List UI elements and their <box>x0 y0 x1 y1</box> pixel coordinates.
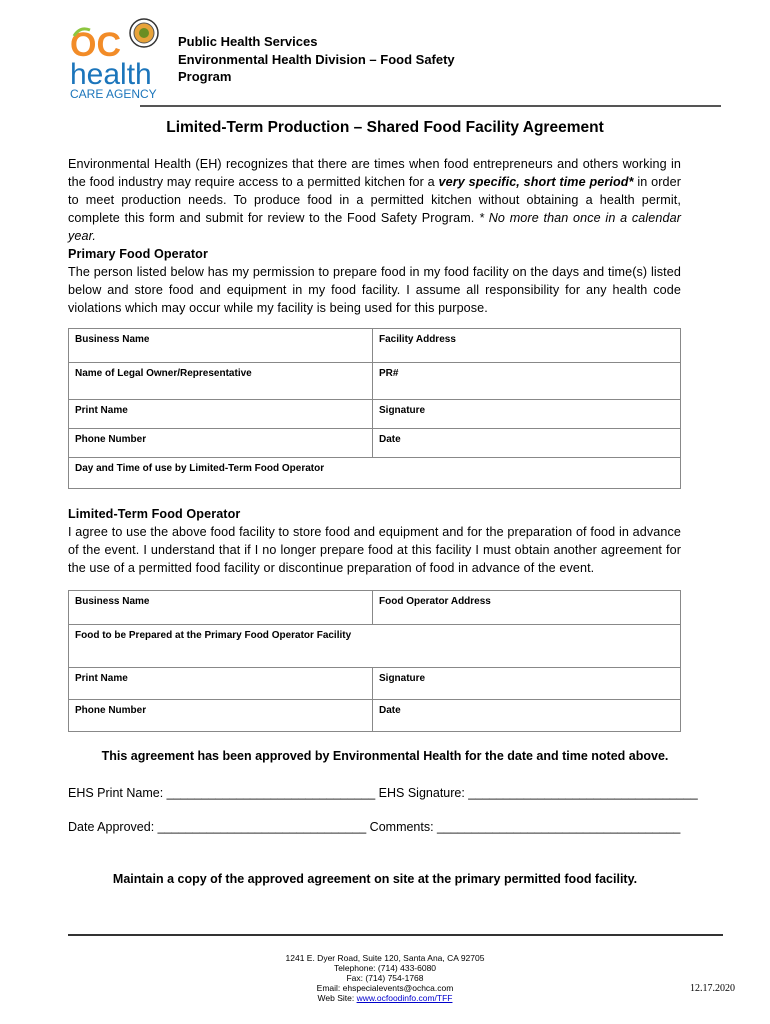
page-title: Limited-Term Production – Shared Food Facility Agreement <box>166 119 604 136</box>
limited-print-name-field[interactable] <box>69 668 373 700</box>
intro-text-2: in order to meet production needs. To produce food in a permitted kitchen without obtaining a health permit, complete this form and submit for review to the Food Safety Program. <box>68 175 681 225</box>
limited-signature-label: Signature <box>379 673 426 684</box>
header-line-1: Public Health Services <box>178 34 318 49</box>
business-name-field[interactable] <box>69 329 373 363</box>
footer-email: Email: ehspecialevents@ochca.com <box>316 983 454 993</box>
food-to-be-prepared-field[interactable] <box>69 625 681 668</box>
food-operator-address-label: Food Operator Address <box>379 596 491 607</box>
intro-text-1: Environmental Health (EH) recognizes that there are times when food entrepreneurs and others working in the food industry may require access to a permitted kitchen for a <box>68 157 681 189</box>
primary-operator-form <box>68 328 681 489</box>
limited-business-name-field[interactable] <box>69 591 373 625</box>
footer-website <box>0 993 770 1003</box>
header-divider <box>140 105 721 107</box>
legal-owner-label: Name of Legal Owner/Representative <box>75 368 252 379</box>
footer-divider <box>68 934 723 936</box>
footer-telephone: Telephone: (714) 433-6080 <box>333 963 437 973</box>
limited-print-name-label: Print Name <box>75 673 128 684</box>
primary-date-field[interactable] <box>373 429 681 458</box>
limited-operator-section <box>68 505 681 577</box>
logo-oc-text: OC <box>70 26 121 64</box>
primary-operator-text: The person listed below has my permission to prepare food in my food facility on the days and time(s) listed below and store food and equipment in my food facility. I assume all responsibility for any health code violations which may occur while my facility is being used for this purpose. <box>68 265 681 315</box>
facility-address-field[interactable] <box>373 329 681 363</box>
agency-header <box>178 33 455 86</box>
maintain-copy-notice: Maintain a copy of the approved agreement on site at the primary permitted food facility. <box>112 872 638 886</box>
facility-address-label: Facility Address <box>379 334 456 345</box>
ehs-name-signature-line[interactable]: EHS Print Name: ______________________________ EHS Signature: _________________________________ <box>68 786 698 800</box>
pr-number-label: PR# <box>379 368 399 379</box>
primary-date-label: Date <box>379 434 401 445</box>
logo-agency-text: CARE AGENCY <box>70 87 157 100</box>
date-approved-comments-line[interactable]: Date Approved: ______________________________ Comments: ___________________________________ <box>68 820 681 834</box>
limited-phone-field[interactable] <box>69 700 373 732</box>
day-time-of-use-field[interactable] <box>69 458 681 489</box>
intro-paragraph <box>68 155 681 317</box>
revision-date: 12.17.2020 <box>690 983 735 994</box>
primary-print-name-label: Print Name <box>75 405 128 416</box>
intro-emphasis: very specific, short time period* <box>438 175 634 189</box>
primary-operator-title: Primary Food Operator <box>68 247 208 261</box>
approval-statement: This agreement has been approved by Environmental Health for the date and time noted above. <box>101 749 669 763</box>
footer-fax: Fax: (714) 754-1768 <box>346 973 424 983</box>
limited-date-field[interactable] <box>373 700 681 732</box>
primary-phone-label: Phone Number <box>75 434 147 445</box>
logo-health-text: health <box>70 58 152 91</box>
business-name-label: Business Name <box>75 334 150 345</box>
primary-phone-field[interactable] <box>69 429 373 458</box>
primary-signature-field[interactable] <box>373 400 681 429</box>
legal-owner-field[interactable] <box>69 363 373 400</box>
primary-signature-label: Signature <box>379 405 426 416</box>
limited-operator-text: I agree to use the above food facility to store food and equipment and for the preparation of food in advance of the event. I understand that if I no longer prepare food at this facility I must obtain another agreement for the use of a permitted food facility or discontinue preparation of food in advance of the event. <box>68 525 681 575</box>
limited-phone-label: Phone Number <box>75 705 147 716</box>
limited-date-label: Date <box>379 705 401 716</box>
header-line-3: Program <box>178 69 232 84</box>
day-time-of-use-label: Day and Time of use by Limited-Term Food Operator <box>75 463 325 474</box>
primary-print-name-field[interactable] <box>69 400 373 429</box>
intro-note: * No more than once in a calendar year. <box>68 211 681 243</box>
footer-website-label: Web Site: <box>317 993 357 1003</box>
footer-website-link[interactable]: www.ocfoodinfo.com/TFF <box>356 993 453 1003</box>
food-operator-address-field[interactable] <box>373 591 681 625</box>
header-line-2: Environmental Health Division – Food Safety <box>178 51 455 67</box>
limited-operator-title: Limited-Term Food Operator <box>68 507 241 521</box>
footer-address: 1241 E. Dyer Road, Suite 120, Santa Ana, CA 92705 <box>285 953 485 963</box>
pr-number-field[interactable] <box>373 363 681 400</box>
footer-contact <box>0 953 770 1003</box>
limited-signature-field[interactable] <box>373 668 681 700</box>
limited-operator-form <box>68 590 681 732</box>
limited-business-name-label: Business Name <box>75 596 150 607</box>
food-to-be-prepared-label: Food to be Prepared at the Primary Food Operator Facility <box>75 630 352 641</box>
county-seal-icon <box>129 18 159 48</box>
